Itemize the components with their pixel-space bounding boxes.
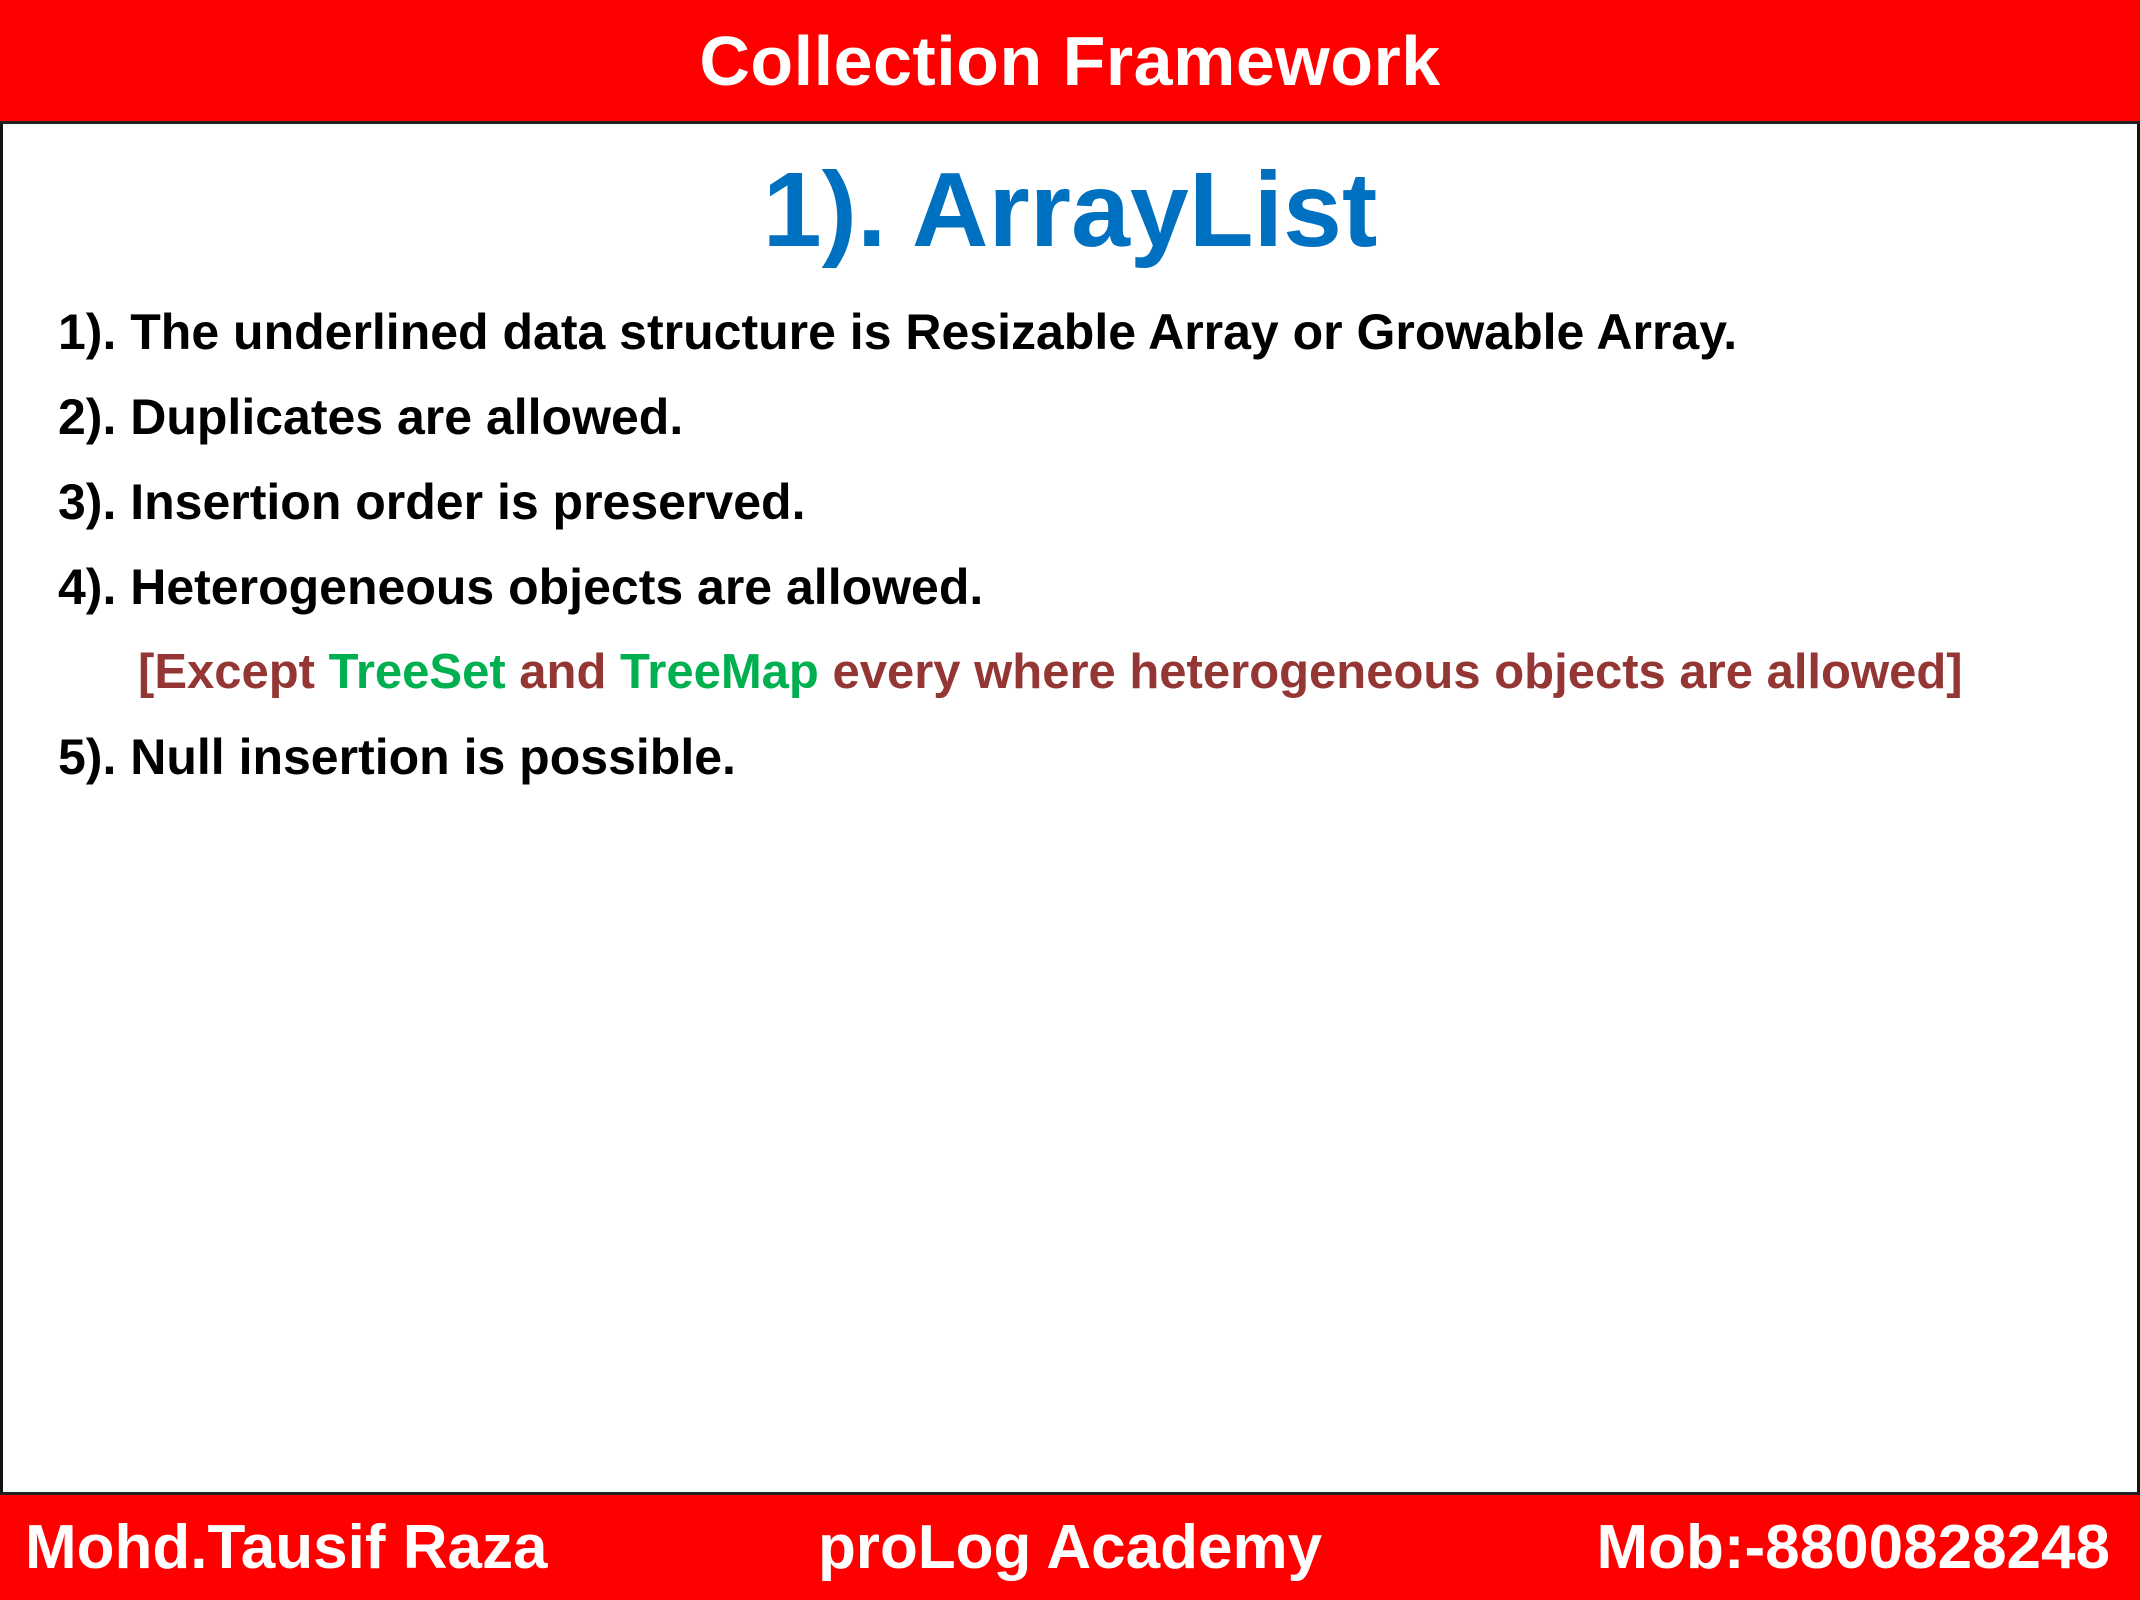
footer-mobile: Mob:-8800828248 bbox=[1596, 1513, 2110, 1582]
note-and: and bbox=[505, 645, 621, 699]
exception-note bbox=[58, 630, 2098, 715]
point-item: 5). Null insertion is possible. bbox=[58, 729, 736, 785]
slide-heading: 1). ArrayList bbox=[762, 151, 1378, 269]
footer-academy: proLog Academy bbox=[817, 1513, 1323, 1582]
point-list bbox=[58, 290, 2098, 800]
footer-bar bbox=[0, 1492, 2140, 1600]
note-prefix: [Except bbox=[138, 645, 329, 699]
point-item: 1). The underlined data structure is Resizable Array or Growable Array. bbox=[58, 304, 1738, 360]
treeset-highlight: TreeSet bbox=[328, 645, 506, 699]
point-item: 3). Insertion order is preserved. bbox=[58, 474, 806, 530]
footer-author: Mohd.Tausif Raza bbox=[25, 1513, 548, 1582]
point-item: 4). Heterogeneous objects are allowed. bbox=[58, 559, 984, 615]
header-bar bbox=[0, 0, 2140, 124]
point-item: 2). Duplicates are allowed. bbox=[58, 389, 684, 445]
note-suffix: every where heterogeneous objects are allowed] bbox=[818, 645, 1963, 699]
treemap-highlight: TreeMap bbox=[620, 645, 819, 699]
header-title: Collection Framework bbox=[699, 21, 1441, 100]
